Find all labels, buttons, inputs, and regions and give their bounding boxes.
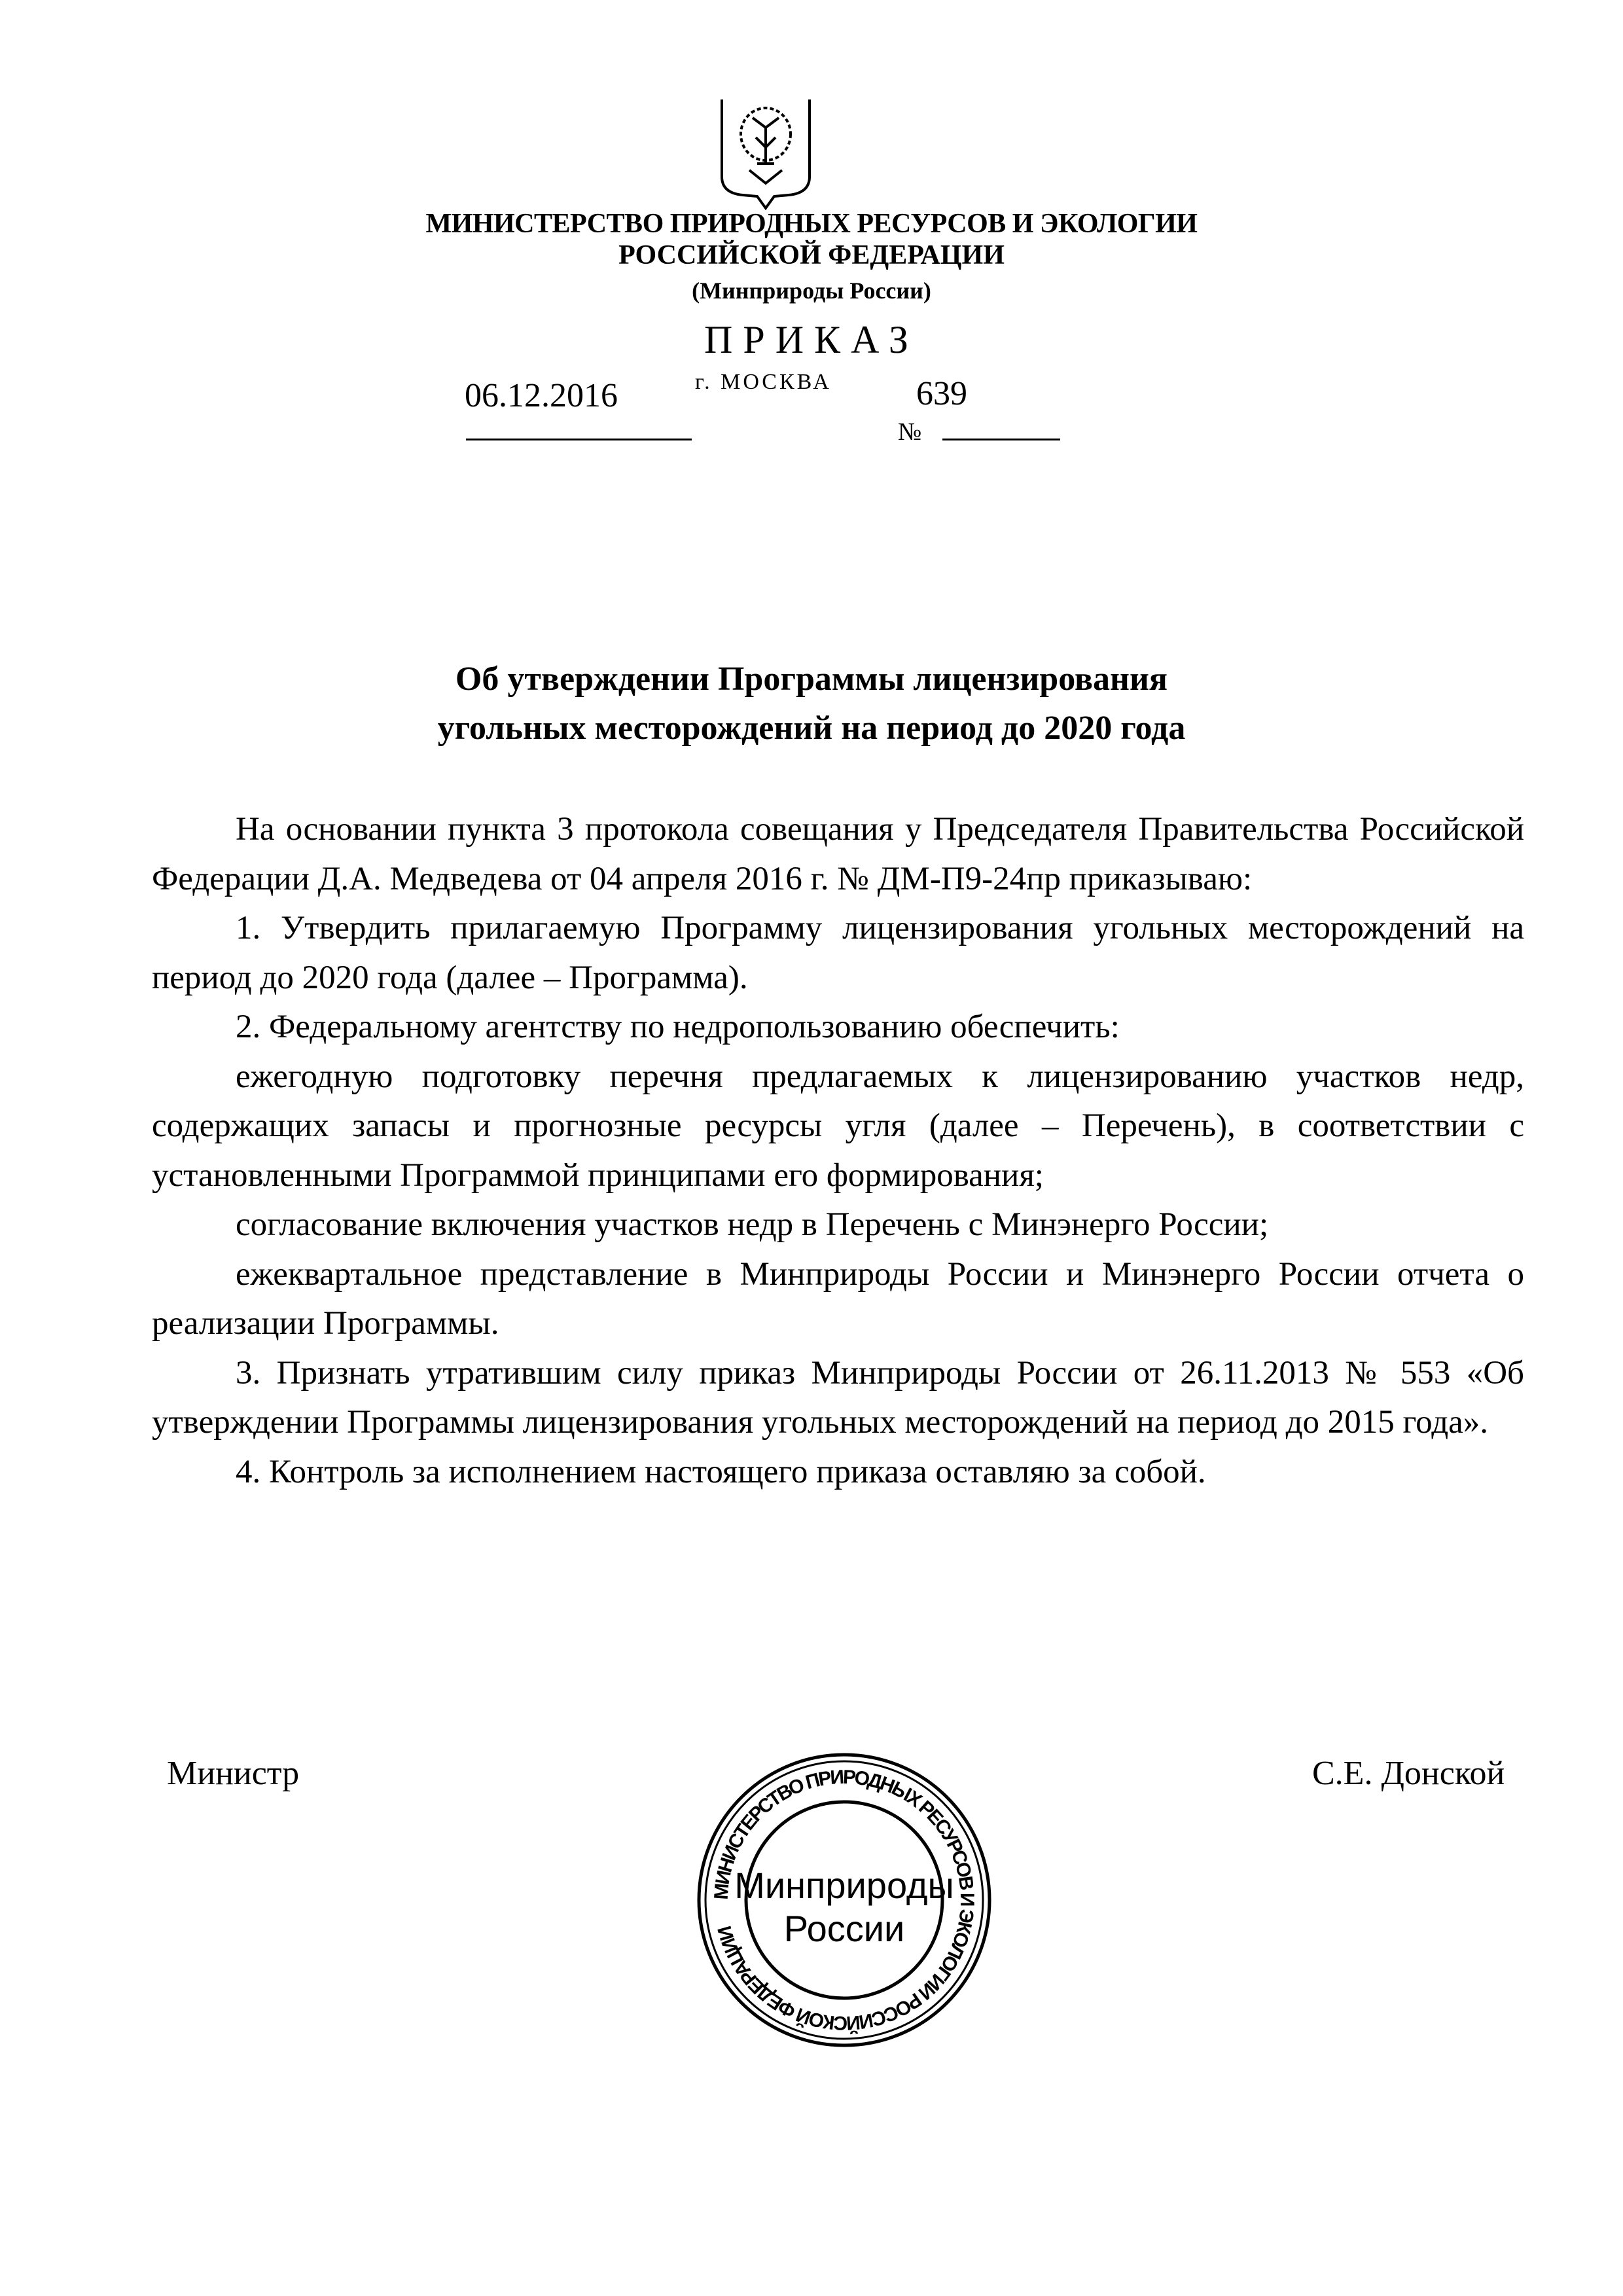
number-underline [942, 439, 1060, 440]
paragraph-item-2-c: ежеквартальное представление в Минприроды России и Минэнерго России отчета о реализации Программы. [152, 1255, 1524, 1342]
number-sign: № [898, 418, 922, 446]
paragraph-item-2-a: ежегодную подготовку перечня предлагаемых к лицензированию участков недр, содержащих запасы и прогнозные ресурсы угля (далее – Перечень), в соответствии с установленными Программой принципами его формирования; [152, 1058, 1524, 1194]
paragraph-item-4: 4. Контроль за исполнением настоящего приказа оставляю за собой. [236, 1453, 1206, 1490]
order-city: г. МОСКВА [695, 370, 832, 394]
paragraph-item-1: 1. Утвердить прилагаемую Программу лицензирования угольных месторождений на период до 2020 года (далее – Программа). [152, 910, 1524, 996]
ministry-name-line2: РОССИЙСКОЙ ФЕДЕРАЦИИ [618, 240, 1005, 270]
signatory-position: Министр [167, 1755, 300, 1792]
stamp-center-line2: России [783, 1908, 905, 1949]
order-date: 06.12.2016 [465, 377, 618, 414]
document-title [0, 655, 1623, 753]
date-underline [466, 439, 692, 440]
stamp-center-line1: Минприроды [734, 1865, 954, 1906]
paragraph-item-2: 2. Федеральному агентству по недропользованию обеспечить: [236, 1009, 1120, 1045]
stamp-ring-text: МИНИСТЕРСТВО ПРИРОДНЫХ РЕСУРСОВ И ЭКОЛОГИИ РОССИЙСКОЙ ФЕДЕРАЦИИ [710, 1766, 978, 2034]
document-body [152, 805, 1524, 1497]
paragraph-item-3: 3. Признать утратившим силу приказ Минприроды России от 26.11.2013 № 553 «Об утверждении Программы лицензирования угольных месторождений на период до 2015 года». [152, 1354, 1524, 1441]
signatory-name: С.Е. Донской [1312, 1755, 1505, 1792]
document-type: ПРИКАЗ [704, 318, 919, 361]
coat-of-arms-emblem [717, 98, 815, 213]
paragraph-item-2-b: согласование включения участков недр в Перечень с Минэнерго России; [236, 1206, 1269, 1243]
official-stamp [690, 1746, 998, 2054]
title-line-2: угольных месторождений на период до 2020 года [437, 709, 1186, 747]
ministry-short-name: (Минприроды России) [692, 278, 931, 304]
order-number: 639 [916, 375, 967, 412]
paragraph-basis: На основании пункта 3 протокола совещания у Председателя Правительства Российской Федерации Д.А. Медведева от 04 апреля 2016 г. № ДМ-П9-24пр приказываю: [152, 811, 1524, 897]
title-line-1: Об утверждении Программы лицензирования [455, 660, 1168, 698]
ministry-name-line1: МИНИСТЕРСТВО ПРИРОДНЫХ РЕСУРСОВ И ЭКОЛОГИИ [425, 209, 1198, 239]
